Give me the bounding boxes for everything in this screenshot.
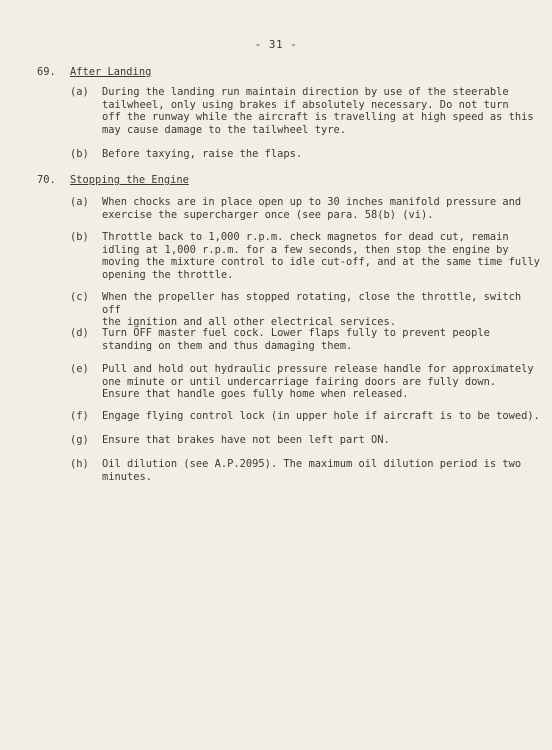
list-item <box>70 363 540 401</box>
item-label: (a) <box>70 196 89 208</box>
item-text: Pull and hold out hydraulic pressure release handle for approximately one minute or until undercarriage fairing doors are fully down. Ensure that handle goes fully home when released. <box>102 363 534 401</box>
section-number: 70. <box>37 174 56 186</box>
item-label: (d) <box>70 327 89 339</box>
item-text: Ensure that brakes have not been left part ON. <box>102 434 390 446</box>
item-text: During the landing run maintain direction by use of the steerable tailwheel, only using brakes if absolutely necessary. Do not turn off the runway while the aircraft is travelling at high speed as this may cause damage to the tailwheel tyre. <box>102 86 534 136</box>
item-text: Before taxying, raise the flaps. <box>102 148 303 160</box>
item-label: (f) <box>70 410 89 422</box>
list-item <box>70 148 540 161</box>
item-text: When chocks are in place open up to 30 inches manifold pressure and exercise the supercharger once (see para. 58(b) (vi). <box>102 196 522 221</box>
section-number: 69. <box>37 66 56 78</box>
section-heading <box>37 174 189 186</box>
list-item <box>70 196 540 221</box>
item-label: (b) <box>70 148 89 160</box>
section-title: Stopping the Engine <box>70 174 189 186</box>
page-number: - 31 - <box>254 38 298 51</box>
item-text: Oil dilution (see A.P.2095). The maximum oil dilution period is two minutes. <box>102 458 522 483</box>
list-item <box>70 291 540 329</box>
item-label: (b) <box>70 231 89 243</box>
item-label: (h) <box>70 458 89 470</box>
list-item <box>70 458 540 483</box>
item-text: Throttle back to 1,000 r.p.m. check magnetos for dead cut, remain idling at 1,000 r.p.m. for a few seconds, then stop the engine by moving the mixture control to idle cut-off, and at the same time fully opening the throttle. <box>102 231 540 281</box>
list-item <box>70 86 540 136</box>
list-item <box>70 327 540 352</box>
item-text: Turn OFF master fuel cock. Lower flaps fully to prevent people standing on them and thus damaging them. <box>102 327 490 352</box>
list-item <box>70 410 540 423</box>
item-label: (e) <box>70 363 89 375</box>
list-item <box>70 231 540 281</box>
item-text: When the propeller has stopped rotating, close the throttle, switch off the ignition and all other electrical services. <box>102 291 522 329</box>
item-text: Engage flying control lock (in upper hole if aircraft is to be towed). <box>102 410 540 422</box>
item-label: (c) <box>70 291 89 303</box>
section-heading <box>37 66 151 78</box>
item-label: (a) <box>70 86 89 98</box>
list-item <box>70 434 540 447</box>
item-label: (g) <box>70 434 89 446</box>
section-title: After Landing <box>70 66 152 78</box>
